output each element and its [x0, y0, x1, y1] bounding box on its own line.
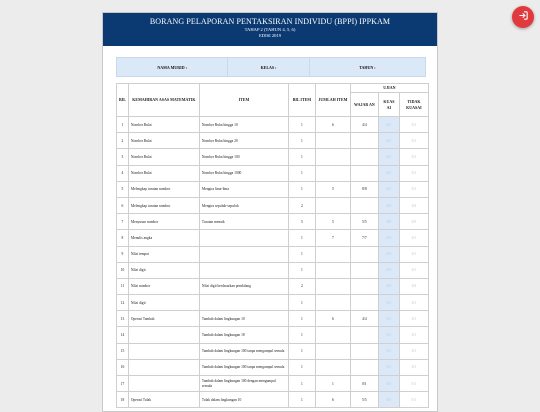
row-bil-item: 1	[288, 359, 315, 375]
row-jumlah-item	[315, 246, 350, 262]
table-row	[117, 181, 429, 197]
row-wajaran	[350, 133, 378, 149]
row-skill	[128, 327, 199, 343]
report-form-page	[102, 12, 438, 412]
row-kuasai[interactable]: 0/1	[378, 392, 399, 408]
row-bil-item: 5	[288, 214, 315, 230]
row-tidak-kuasai[interactable]: 0/1	[399, 165, 428, 181]
row-bil-item: 1	[288, 149, 315, 165]
row-kuasai[interactable]: 0/1	[378, 295, 399, 311]
row-wajaran: 7/7	[350, 230, 378, 246]
logout-icon	[518, 8, 529, 26]
row-wajaran	[350, 295, 378, 311]
row-item: Tambah dalam lingkungan 100 dengan mengumpul semula	[199, 376, 288, 392]
row-jumlah-item	[315, 343, 350, 359]
form-title: BORANG PELAPORAN PENTAKSIRAN INDIVIDU (BPPI) IPPKAM	[149, 17, 391, 26]
row-tidak-kuasai[interactable]: 0/5	[399, 214, 428, 230]
row-item: Nilai digit berdasarkan pembilang	[199, 278, 288, 294]
row-bil-item: 1	[288, 262, 315, 278]
row-jumlah-item	[315, 262, 350, 278]
row-jumlah-item: 7	[315, 230, 350, 246]
row-number: 6	[117, 197, 129, 213]
row-skill: Nombor Bulat	[128, 117, 199, 133]
table-row	[117, 278, 429, 294]
row-tidak-kuasai[interactable]: 0/1	[399, 149, 428, 165]
row-jumlah-item	[315, 133, 350, 149]
row-number: 13	[117, 311, 129, 327]
row-kuasai[interactable]: 0/1	[378, 262, 399, 278]
row-bil-item: 1	[288, 392, 315, 408]
row-kuasai[interactable]: 0/1	[378, 133, 399, 149]
row-tidak-kuasai[interactable]: 0/1	[399, 311, 428, 327]
table-row	[117, 165, 429, 181]
row-jumlah-item	[315, 197, 350, 213]
row-item	[199, 262, 288, 278]
row-kuasai[interactable]: 0/1	[378, 327, 399, 343]
form-subtitle: TAHAP 2 (TAHUN 4, 5, 6)	[244, 27, 296, 32]
row-jumlah-item	[315, 359, 350, 375]
row-jumlah-item	[315, 278, 350, 294]
row-number: 7	[117, 214, 129, 230]
row-jumlah-item	[315, 149, 350, 165]
row-number: 14	[117, 327, 129, 343]
header-wajaran: WAJAR AN	[350, 93, 378, 117]
row-skill: Operasi Tambah	[128, 311, 199, 327]
row-skill: Nombor Bulat	[128, 165, 199, 181]
row-jumlah-item: 5	[315, 181, 350, 197]
table-row	[117, 359, 429, 375]
table-row	[117, 343, 429, 359]
row-tidak-kuasai[interactable]: 0/1	[399, 117, 428, 133]
row-number: 4	[117, 165, 129, 181]
table-row	[117, 246, 429, 262]
header-item: ITEM	[199, 84, 288, 117]
row-number: 9	[117, 246, 129, 262]
row-jumlah-item: 5	[315, 214, 350, 230]
row-skill: Nilai digit	[128, 262, 199, 278]
row-tidak-kuasai[interactable]: 0/1	[399, 295, 428, 311]
student-class-label: KELAS :	[228, 58, 309, 76]
row-item: Nombor Bulat hingga 100	[199, 149, 288, 165]
row-bil-item: 1	[288, 343, 315, 359]
row-kuasai[interactable]: 0/2	[378, 278, 399, 294]
table-row	[117, 117, 429, 133]
row-number: 2	[117, 133, 129, 149]
row-wajaran: 4/4	[350, 311, 378, 327]
row-bil-item: 1	[288, 327, 315, 343]
row-wajaran	[350, 327, 378, 343]
row-wajaran: 8/8	[350, 181, 378, 197]
row-item: Tambah dalam lingkungan 18	[199, 327, 288, 343]
row-jumlah-item	[315, 295, 350, 311]
row-jumlah-item: 1	[315, 376, 350, 392]
row-number: 17	[117, 376, 129, 392]
row-kuasai[interactable]: 0/1	[378, 311, 399, 327]
student-year-label: TAHUN :	[359, 64, 376, 70]
assessment-table	[116, 83, 429, 408]
row-kuasai[interactable]: 0/1	[378, 376, 399, 392]
row-tidak-kuasai[interactable]: 0/1	[399, 246, 428, 262]
row-skill	[128, 343, 199, 359]
row-item: Tolak dalam lingkungan 10	[199, 392, 288, 408]
row-skill	[128, 359, 199, 375]
row-bil-item: 1	[288, 376, 315, 392]
row-wajaran	[350, 262, 378, 278]
row-wajaran	[350, 343, 378, 359]
row-kuasai[interactable]: 0/1	[378, 359, 399, 375]
row-tidak-kuasai[interactable]: 0/1	[399, 262, 428, 278]
row-tidak-kuasai[interactable]: 0/1	[399, 230, 428, 246]
row-kuasai[interactable]: 0/1	[378, 117, 399, 133]
table-row	[117, 311, 429, 327]
row-item	[199, 295, 288, 311]
row-wajaran	[350, 278, 378, 294]
table-row	[117, 262, 429, 278]
row-bil-item: 2	[288, 278, 315, 294]
row-wajaran	[350, 149, 378, 165]
row-bil-item: 1	[288, 311, 315, 327]
row-wajaran: 4/4	[350, 117, 378, 133]
row-bil-item: 1	[288, 246, 315, 262]
table-row	[117, 327, 429, 343]
row-tidak-kuasai[interactable]: 0/1	[399, 343, 428, 359]
row-item: Nombor Bulat hingga 20	[199, 133, 288, 149]
row-wajaran	[350, 165, 378, 181]
row-skill: Melengkap turutan nombor	[128, 181, 199, 197]
row-number: 10	[117, 262, 129, 278]
row-jumlah-item	[315, 327, 350, 343]
row-skill: Nilai tempat	[128, 246, 199, 262]
row-bil-item: 2	[288, 197, 315, 213]
row-skill	[128, 376, 199, 392]
row-item: Nombor Bulat hingga 10	[199, 117, 288, 133]
header-kuasai: KUAS AI	[378, 93, 399, 117]
row-number: 18	[117, 392, 129, 408]
row-tidak-kuasai[interactable]: 0/2	[399, 197, 428, 213]
row-bil-item: 1	[288, 165, 315, 181]
logout-button[interactable]	[512, 6, 534, 28]
row-kuasai[interactable]: 0/1	[378, 230, 399, 246]
table-row	[117, 392, 429, 408]
row-skill: Nilai digit	[128, 295, 199, 311]
row-item: Mengira lima-lima	[199, 181, 288, 197]
row-jumlah-item: 6	[315, 311, 350, 327]
row-wajaran	[350, 197, 378, 213]
header-skill: KEMAHIRAN ASAS MATEMATIK	[128, 84, 199, 117]
row-item: Tambah dalam lingkungan 10	[199, 311, 288, 327]
row-wajaran: 5/5	[350, 392, 378, 408]
row-item: Mengira sepuluh-sepuluh	[199, 197, 288, 213]
header-jumlah-item: JUMLAH ITEM	[315, 84, 350, 117]
row-skill: Operasi Tolak	[128, 392, 199, 408]
header-bil-item: BIL ITEM	[288, 84, 315, 117]
row-jumlah-item	[315, 165, 350, 181]
row-kuasai[interactable]: 0/1	[378, 181, 399, 197]
row-kuasai[interactable]: 0/1	[378, 149, 399, 165]
header-ujian: UJIAN	[350, 84, 428, 93]
row-item	[199, 246, 288, 262]
row-number: 11	[117, 278, 129, 294]
row-tidak-kuasai[interactable]: 0/1	[399, 359, 428, 375]
row-item: Turutan menaik	[199, 214, 288, 230]
row-number: 15	[117, 343, 129, 359]
table-row	[117, 295, 429, 311]
form-header	[103, 13, 437, 46]
row-bil-item: 1	[288, 133, 315, 149]
row-kuasai[interactable]: 0/5	[378, 214, 399, 230]
table-row	[117, 376, 429, 392]
row-item	[199, 230, 288, 246]
row-tidak-kuasai[interactable]: 0/1	[399, 392, 428, 408]
header-tidak-kuasai: TIDAK KUASAI	[399, 93, 428, 117]
row-item: Nombor Bulat hingga 1000	[199, 165, 288, 181]
table-row	[117, 197, 429, 213]
row-skill: Melengkap turutan nombor	[128, 197, 199, 213]
student-name-label: NAMA MURID :	[117, 58, 228, 76]
row-item: Tambah dalam lingkungan 100 tanpa mengumpul semula	[199, 343, 288, 359]
row-skill: Menulis angka	[128, 230, 199, 246]
table-row	[117, 133, 429, 149]
row-kuasai[interactable]: 0/1	[378, 165, 399, 181]
row-skill: Nombor Bulat	[128, 149, 199, 165]
table-row	[117, 230, 429, 246]
row-wajaran: 0/1	[350, 376, 378, 392]
row-jumlah-item: 6	[315, 117, 350, 133]
row-wajaran	[350, 246, 378, 262]
student-info-bar	[116, 57, 426, 77]
row-bil-item: 1	[288, 181, 315, 197]
row-number: 3	[117, 149, 129, 165]
row-kuasai[interactable]: 0/1	[378, 343, 399, 359]
row-number: 8	[117, 230, 129, 246]
row-wajaran: 5/5	[350, 214, 378, 230]
row-tidak-kuasai[interactable]: 0/1	[399, 376, 428, 392]
row-bil-item: 1	[288, 117, 315, 133]
row-item: Tambah dalam lingkungan 100 tanpa mengumpul semula	[199, 359, 288, 375]
table-row	[117, 214, 429, 230]
row-number: 12	[117, 295, 129, 311]
row-tidak-kuasai[interactable]: 0/1	[399, 133, 428, 149]
row-number: 1	[117, 117, 129, 133]
row-number: 16	[117, 359, 129, 375]
row-tidak-kuasai[interactable]: 0/1	[399, 181, 428, 197]
row-tidak-kuasai[interactable]: 0/1	[399, 327, 428, 343]
row-jumlah-item: 6	[315, 392, 350, 408]
row-wajaran	[350, 359, 378, 375]
row-tidak-kuasai[interactable]: 0/2	[399, 278, 428, 294]
row-skill: Nombor Bulat	[128, 133, 199, 149]
row-bil-item: 1	[288, 295, 315, 311]
row-kuasai[interactable]: 0/1	[378, 246, 399, 262]
row-skill: Menyusun nombor	[128, 214, 199, 230]
row-kuasai[interactable]: 0/2	[378, 197, 399, 213]
row-bil-item: 1	[288, 230, 315, 246]
row-number: 5	[117, 181, 129, 197]
form-edition: EDISI 2019	[258, 33, 282, 38]
header-bil: BIL	[117, 84, 129, 117]
row-skill: Nilai nombor	[128, 278, 199, 294]
table-row	[117, 149, 429, 165]
